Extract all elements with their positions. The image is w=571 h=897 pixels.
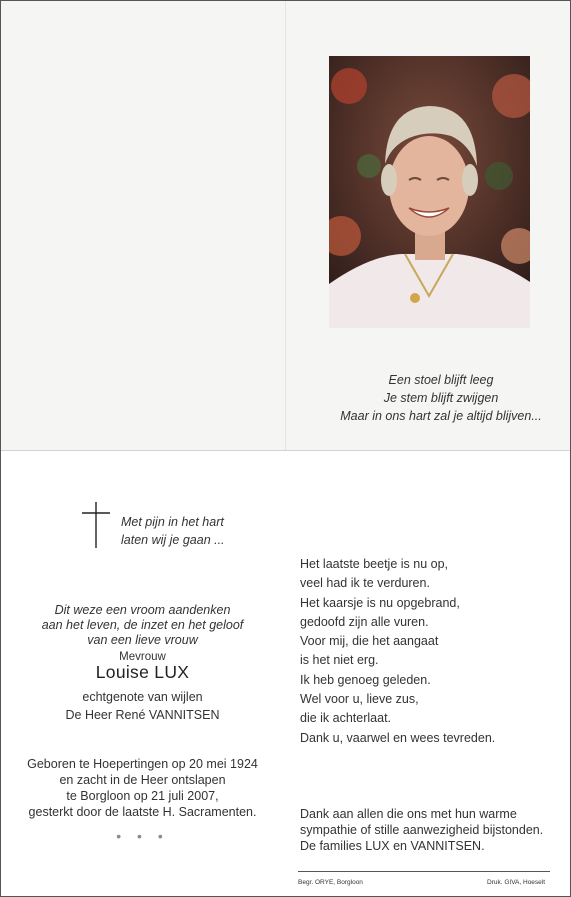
bio-line: en zacht in de Heer ontslapen [59, 773, 226, 787]
poem-line: Voor mij, die het aangaat [300, 634, 439, 649]
poem-line: gedoofd zijn alle vuren. [300, 614, 429, 629]
bio-line: te Borgloon op 21 juli 2007, [66, 789, 219, 803]
poem-line: veel had ik te verduren. [300, 576, 430, 591]
spouse-line: echtgenote van wijlen [82, 690, 203, 704]
spouse-info [0, 688, 285, 724]
memento-line: van een lieve vrouw [87, 633, 198, 647]
bio-line: gesterkt door de laatste H. Sacramenten. [28, 805, 257, 819]
cross-caption [121, 513, 225, 549]
biography [0, 756, 285, 820]
front-poem-line: Maar in ons hart zal je altijd blijven... [340, 409, 542, 423]
thanks-text [300, 806, 543, 854]
thanks-line: De families LUX en VANNITSEN. [300, 839, 485, 853]
honorific: Mevrouw [119, 651, 166, 663]
poem-line: die ik achterlaat. [300, 711, 392, 726]
cross-caption-line: Met pijn in het hart [121, 515, 224, 529]
thanks-line: sympathie of stille aanwezigheid bijstonden. [300, 823, 544, 837]
memento-line: aan het leven, de inzet en het geloof [41, 618, 244, 632]
poem-line: Ik heb genoeg geleden. [300, 672, 431, 687]
poem-line: Wel voor u, lieve zus, [300, 692, 419, 707]
farewell-poem [300, 555, 495, 748]
front-poem-line: Je stem blijft zwijgen [383, 391, 499, 405]
spouse-line: De Heer René VANNITSEN [65, 708, 220, 722]
latin-cross-icon [79, 500, 113, 550]
decorative-dots: • • • [116, 828, 169, 844]
thanks-line: Dank aan allen die ons met hun warme [300, 807, 517, 821]
poem-line: Dank u, vaarwel en wees tevreden. [300, 730, 496, 745]
footer-divider [298, 871, 550, 872]
bio-line: Geboren te Hoepertingen op 20 mei 1924 [27, 757, 258, 771]
deceased-name: Louise LUX [95, 662, 190, 682]
printer-credit: Druk. GIVA, Hoeselt [487, 879, 546, 886]
portrait-photo [329, 56, 530, 328]
memento-text [0, 603, 285, 648]
front-poem-line: Een stoel blijft leeg [388, 373, 494, 387]
poem-line: Het kaarsje is nu opgebrand, [300, 595, 460, 610]
poem-line: is het niet erg. [300, 653, 379, 668]
undertaker-credit: Begr. ORYE, Borgloon [298, 879, 363, 886]
memento-line: Dit weze een vroom aandenken [54, 603, 231, 617]
front-poem [296, 371, 571, 425]
poem-line: Het laatste beetje is nu op, [300, 557, 449, 571]
cross-caption-line: laten wij je gaan ... [121, 533, 225, 547]
